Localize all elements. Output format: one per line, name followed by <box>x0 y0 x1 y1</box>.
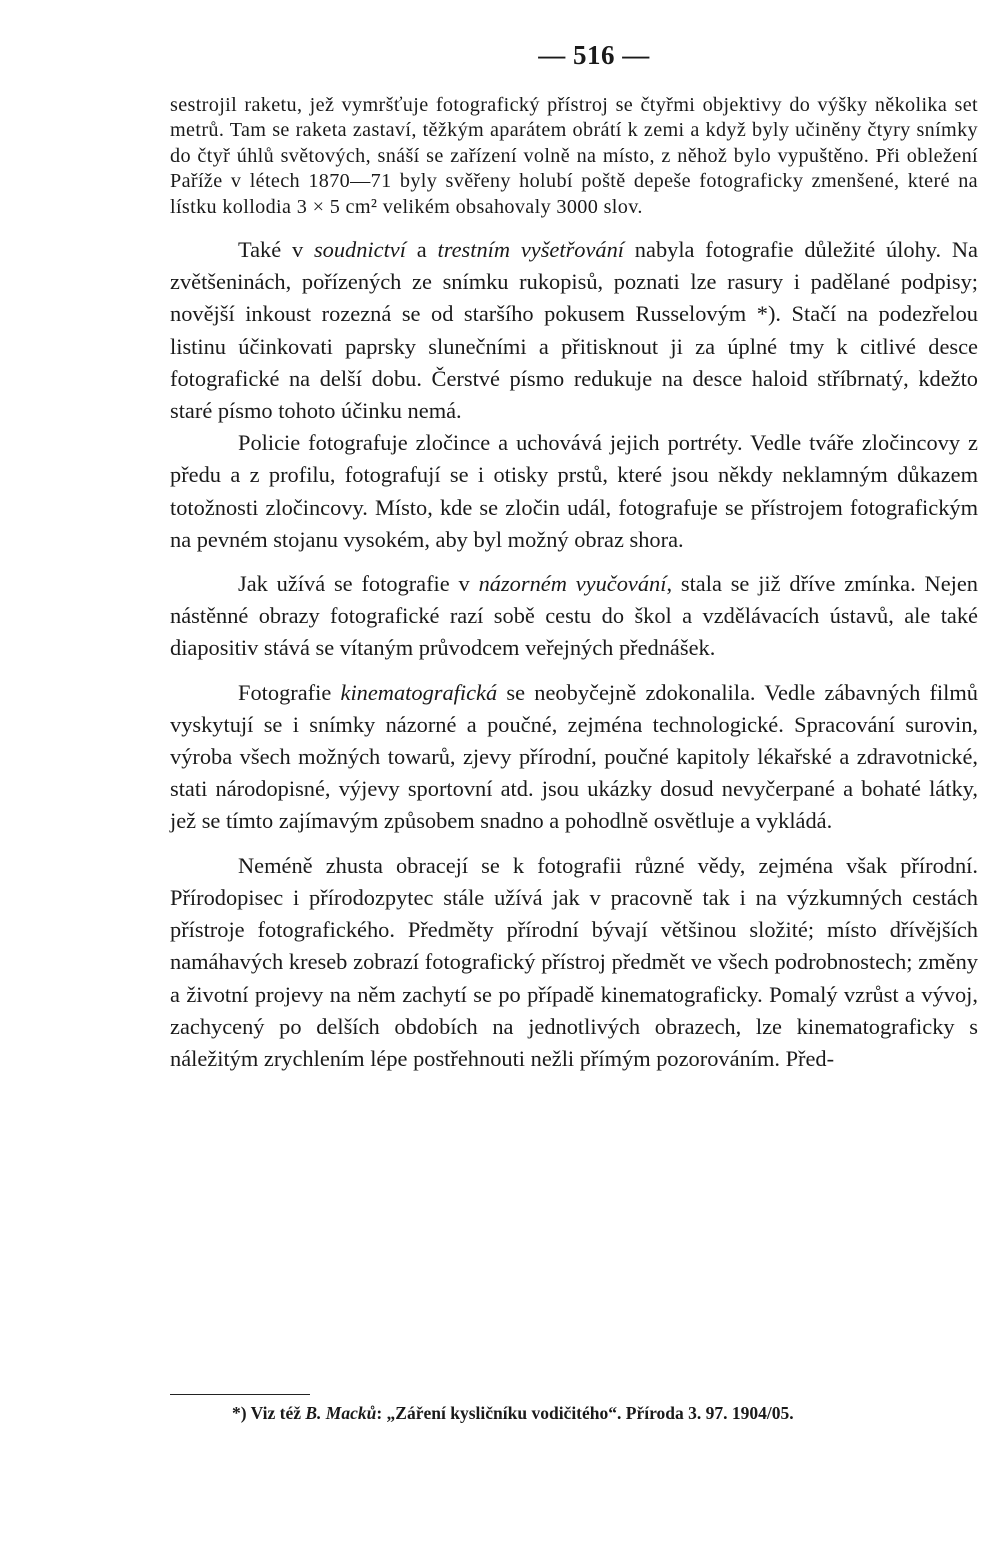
footnote-divider <box>170 1394 310 1395</box>
footnote-author: B. Macků <box>305 1403 377 1423</box>
emphasis-trestni-vysetrovani: trestním vyšetřování <box>437 237 625 263</box>
paragraph-2 <box>170 234 978 427</box>
paragraph-5-rest: se neobyčejně zdokonalila. Vedle zábavných filmů vyskytují se i snímky názorné a poučné, zejména technologické. Spracování surovin, výroba všech možných towarů, zjevy přírodní, poučné kapitoly lékařské a zdravotnické, stati národopisné, výjevy sportovní atd. jsou ukázky dosud nevyčerpané a bohaté látky, jež se tímto zajímavým způsobem snadno a pohodlně osvětluje a vykládá. <box>170 679 978 834</box>
footnote-start: *) Viz též <box>232 1403 306 1423</box>
paragraph-5-start: Fotografie <box>238 679 341 705</box>
emphasis-nazorne-vyucovani: názorném vyučování <box>478 571 667 597</box>
page-number: — 516 — <box>538 40 650 70</box>
paragraph-4-start: Jak užívá se fotografie v <box>238 571 479 597</box>
paragraph-2-mid: a <box>405 237 438 263</box>
emphasis-soudnictvi: soudnictví <box>313 237 406 263</box>
paragraph-5 <box>170 677 978 838</box>
paragraph-3: Policie fotografuje zločince a uchovává jejich portréty. Vedle tváře zločincovy z předu a z profilu, fotografují se i otisky prstů, které jsou někdy neklamným důkazem totožnosti zločincovy. Místo, kde se zločin udál, fotografuje se přístrojem fotografickým na pevném stojanu vysokém, aby byl možný obraz shora. <box>170 430 978 552</box>
paragraph-6: Neméně zhusta obracejí se k fotografii různé vědy, zejména však přírodní. Přírodopisec i přírodozpytec stále užívá jak v pracovně tak i na výzkumných cestách přístroje fotografického. Předměty přírodní bývají většinou složité; místo dřívějších namáhavých kreseb zobrazí fotografický přístroj předmět ve všech podrobnostech; změny a životní projevy na něm zachytí se po případě kinematograficky. Pomalý vzrůst a vývoj, zachycený po delších obdobích na jednotlivých obrazech, lze kinematograficky s náležitým zrychlením lépe postřehnouti nežli přímým pozorováním. Před- <box>170 852 978 1071</box>
paragraph-1: sestrojil raketu, jež vymršťuje fotografický přístroj se čtyřmi objektivy do výšky několika set metrů. Tam se raketa zastaví, těžkým aparátem obrátí k zemi a když byly učiněny čtyry snímky do čtyř úhlů světových, snáší se zařízení volně na místo, z něhož bylo vypuštěno. Při obležení Paříže v létech 1870—71 byly svěřeny holubí poště depeše fotograficky zmenšené, které na lístku kollodia 3 × 5 cm² velikém obsahovaly 3000 slov. <box>170 94 978 218</box>
footnote <box>232 1402 982 1424</box>
page-body <box>170 40 978 1075</box>
paragraph-4-rest: , stala se již dříve zmínka. Nejen nástěnné obrazy fotografické razí sobě cestu do škol a vzdělávacích ústavů, ale také diapositiv stává se vítaným průvodcem veřejných přednášek. <box>170 571 978 661</box>
paragraph-2-start: Také v <box>238 237 314 263</box>
paragraph-2-rest: nabyla fotografie důležité úlohy. Na zvětšeninách, pořízených ze snímku rukopisů, poznati lze rasury i padělané podpisy; novější inkoust rozezná se od staršího pokusem Russelovým *). Stačí na podezřelou listinu účinkovati paprsky slunečními a přitisknout ji za úplné tmy k citlivé desce fotografické na delší dobu. Čerstvé písmo redukuje na desce haloid stříbrnatý, kdežto staré písmo tohoto účinku nemá. <box>170 237 978 424</box>
paragraph-4 <box>170 568 978 665</box>
emphasis-kinematograficka: kinematografická <box>340 679 498 705</box>
footnote-rest: : „Záření kysličníku vodičitého“. Příroda 3. 97. 1904/05. <box>376 1403 794 1423</box>
